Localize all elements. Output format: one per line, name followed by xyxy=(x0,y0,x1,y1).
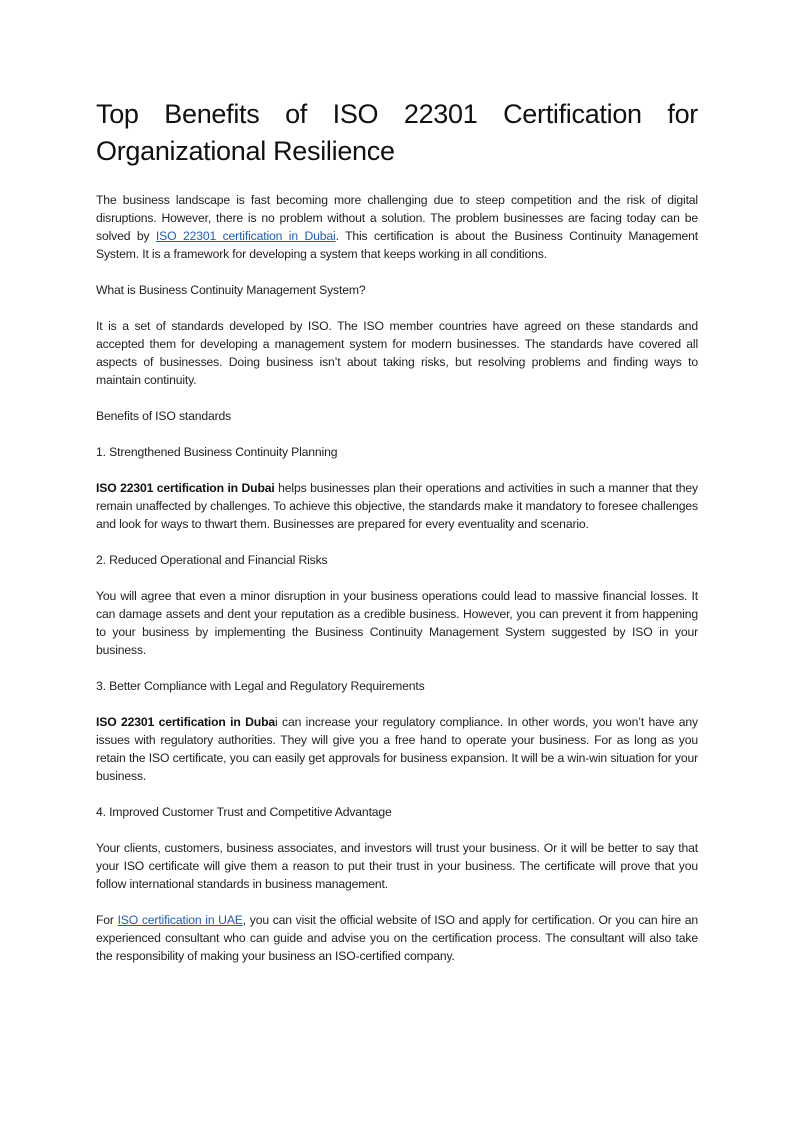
section-2-body: You will agree that even a minor disruption in your business operations could lead to massive financial losses. It can damage assets and dent your reputation as a credible business. However, you can prevent it from happening to your business by implementing the Business Continuity Management System suggested by ISO in your business. xyxy=(96,589,698,657)
benefits-heading: Benefits of ISO standards xyxy=(96,409,232,423)
section-4-body: Your clients, customers, business associates, and investors will trust your business. Or it will be better to say that your ISO certificate will give them a reason to put their trust in your business. The certificate will prove that you follow international standards in business management. xyxy=(96,841,698,891)
closing-text-after: , you can visit the official website of ISO and apply for certification. Or you can hire an experienced consultant who can guide and advise you on the certification process. The consultant will also take the responsibility of making your business an ISO-certified company. xyxy=(96,913,698,963)
section-1-body xyxy=(96,479,698,533)
intro-text-before: The business landscape is fast becoming more challenging due to steep competition and the risk of digital disruptions. However, there is no problem without a solution. The problem businesses are facing today can be solved by xyxy=(96,193,698,243)
section-3-text: i can increase your regulatory compliance. In other words, you won’t have any issues with regulatory authorities. They will give you a free hand to operate your business. For as long as you retain the ISO certificate, you can easily get approvals for business expansion. It will be a win-win situation for your business. xyxy=(96,715,698,783)
question-heading: What is Business Continuity Management System? xyxy=(96,283,366,297)
definition-paragraph: It is a set of standards developed by ISO. The ISO member countries have agreed on these standards and accepted them for developing a management system for modern businesses. The standards have covered all aspects of businesses. Doing business isn’t about taking risks, but resolving problems and finding ways to maintain continuity. xyxy=(96,319,698,387)
section-2-heading: 2. Reduced Operational and Financial Risks xyxy=(96,553,328,567)
section-3-body xyxy=(96,713,698,785)
document-page xyxy=(96,96,698,983)
closing-paragraph xyxy=(96,911,698,965)
section-3-heading: 3. Better Compliance with Legal and Regulatory Requirements xyxy=(96,679,425,693)
section-3-bold-lead: ISO 22301 certification in Duba xyxy=(96,715,275,729)
title-line-2: Organizational Resilience xyxy=(96,136,395,166)
intro-text-after: . This certification is about the Business Continuity Management System. It is a framework for developing a system that keeps working in all conditions. xyxy=(96,229,698,261)
section-1-text: helps businesses plan their operations and activities in such a manner that they remain unaffected by challenges. To achieve this objective, the standards make it mandatory to foresee challenges and look for ways to thwart them. Businesses are prepared for every eventuality and scenario. xyxy=(96,481,698,531)
iso-22301-dubai-link[interactable]: ISO 22301 certification in Dubai xyxy=(155,229,336,243)
page-title xyxy=(96,96,698,170)
section-1-heading: 1. Strengthened Business Continuity Planning xyxy=(96,445,338,459)
closing-text-before: For xyxy=(96,913,118,927)
section-4-heading: 4. Improved Customer Trust and Competitive Advantage xyxy=(96,805,392,819)
section-1-bold-lead: ISO 22301 certification in Dubai xyxy=(96,481,275,495)
intro-paragraph xyxy=(96,191,698,263)
title-line-1: Top Benefits of ISO 22301 Certification for xyxy=(96,99,698,129)
iso-certification-uae-link[interactable]: ISO certification in UAE xyxy=(117,913,243,927)
